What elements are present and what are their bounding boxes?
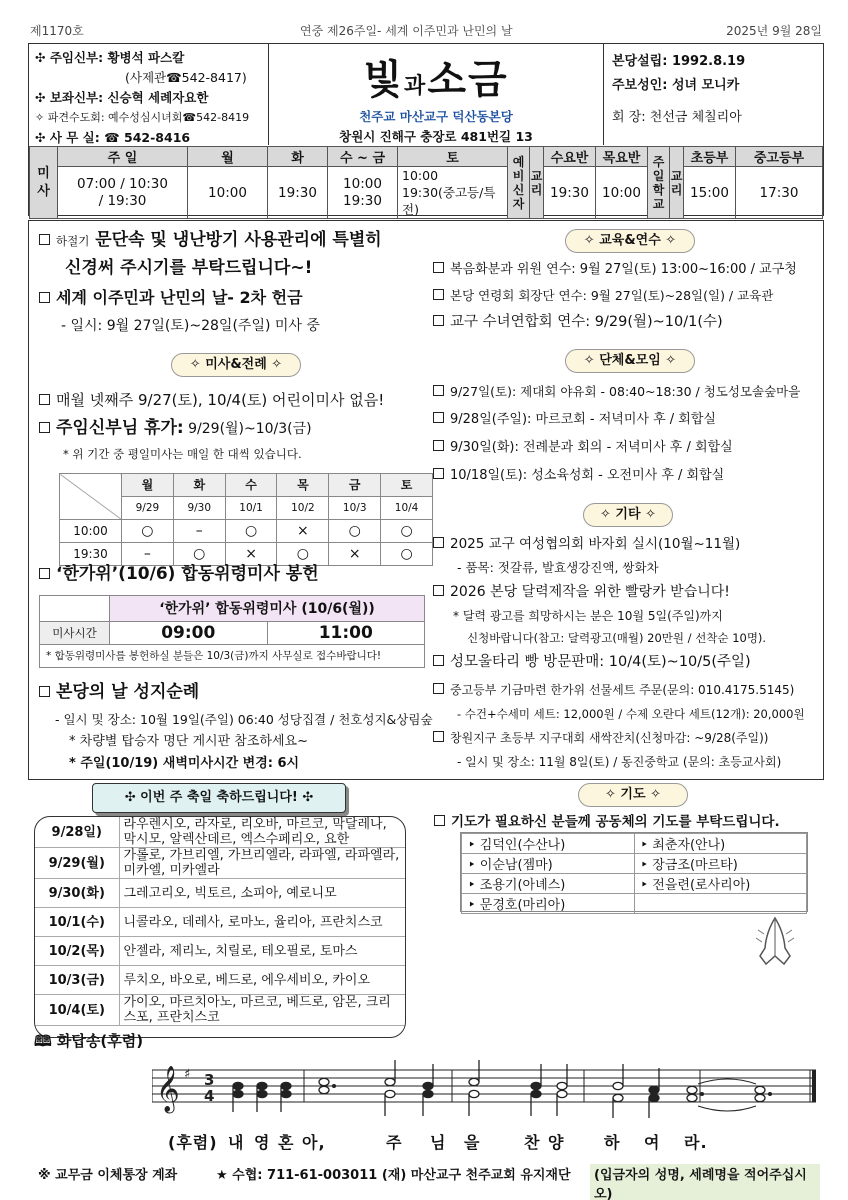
vacation-note: * 위 기간 중 평일미사는 매일 한 대씩 있습니다. — [63, 447, 302, 461]
school-time: 15:00 — [684, 167, 736, 219]
weekday-schedule — [59, 473, 433, 566]
footer-label: ※ 교무금 이체통장 계좌 — [38, 1168, 178, 1183]
feast-names: 그레고리오, 빅토르, 소피아, 예로니모 — [119, 879, 405, 908]
checkbox-icon — [433, 731, 444, 742]
schedule-row — [60, 520, 433, 543]
checkbox-icon — [39, 686, 50, 697]
group-3: 9/30일(화): 전례분과 회의 - 저녁미사 후 / 회합실 — [433, 437, 733, 459]
prayer-name: ‣ 이순남(젬마) — [462, 854, 635, 874]
lyric: 하 — [604, 1133, 621, 1152]
checkbox-icon — [433, 315, 444, 326]
schedule-date: 9/29 — [122, 497, 174, 520]
time-signature-bottom: 4 — [204, 1087, 215, 1105]
schedule-date: 9/30 — [173, 497, 225, 520]
liturgical-day: 연중 제26주일- 세계 이주민과 난민의 날 — [300, 24, 513, 38]
misc-2: 2026 본당 달력제작을 위한 빨랑카 받습니다! — [433, 581, 730, 603]
prayer-row — [462, 874, 807, 894]
chuseok-corner — [40, 596, 110, 622]
checkbox-icon — [433, 468, 444, 479]
misc-4: 중고등부 기금마련 한가위 선물세트 주문(문의: 010.4175.5145) — [433, 679, 794, 701]
clergy-info — [29, 44, 269, 145]
feast-table — [34, 816, 406, 1038]
founded-date: 본당설립: 1992.8.19 — [612, 54, 746, 69]
prayer-name: ‣ 김덕인(수산나) — [462, 834, 635, 854]
notice-doors-2: 신경써 주시기를 부탁드립니다~! — [65, 258, 313, 278]
misc-5: 창원지구 초등부 지구대회 새싹잔치(신청마감: ~9/28(주일)) — [433, 727, 768, 749]
school-day: 중고등부 — [736, 147, 823, 167]
feast-title: ✣ 이번 주 축일 축하드립니다! ✣ — [92, 783, 346, 813]
mass-label: 미 사 — [30, 147, 58, 219]
checkbox-icon — [433, 585, 444, 596]
feast-day: 10/4(토) — [35, 995, 119, 1026]
section-pill-groups: ✧ 단체&모임 ✧ — [565, 349, 695, 373]
notice-collection-detail: - 일시: 9월 27일(토)~28일(주일) 미사 중 — [61, 318, 320, 334]
bulletin-logo: 빛과소금 — [363, 56, 509, 103]
mass-time: 10:00 19:30(중고등/특전) — [398, 167, 508, 219]
schedule-date: 10/2 — [277, 497, 329, 520]
notice-collection: 세계 이주민과 난민의 날- 2차 헌금 — [39, 287, 303, 309]
checkbox-icon — [433, 440, 444, 451]
schedule-time: 10:00 — [60, 520, 122, 543]
lyric: 내 — [228, 1133, 245, 1152]
feast-names: 루치오, 바오로, 베드로, 에우세비오, 카이오 — [119, 966, 405, 995]
lyric: 아, — [302, 1133, 326, 1152]
lyric: 양 — [548, 1133, 565, 1152]
prayer-name: ‣ 장금조(마르타) — [634, 854, 807, 874]
top-line — [30, 22, 822, 42]
group-1: 9/27일(토): 제대회 야유회 - 08:40~18:30 / 청도성모솔숲마을 — [433, 381, 800, 403]
left-column — [39, 229, 439, 779]
schedule-time: 19:30 — [60, 543, 122, 566]
edu-time: 19:30 — [544, 167, 596, 219]
misc-1: 2025 교구 여성협의회 바자회 실시(10월~11월) — [433, 533, 740, 555]
feast-names: 가롤로, 가브리엘, 가브리엘라, 라파엘, 라파엘라, 미카엘, 미카엘라 — [119, 848, 405, 879]
assistant-priest: ✣ 보좌신부: 신승혁 세례자요한 — [35, 90, 209, 105]
feast-row — [35, 966, 405, 995]
lyric: 라. — [684, 1133, 708, 1152]
misc-1-detail: - 품목: 젓갈류, 발효생강진액, 쌍화차 — [457, 560, 659, 575]
catechumen-label-b: 교리 — [530, 147, 544, 219]
checkbox-icon — [39, 568, 50, 579]
mass-day: 화 — [268, 147, 328, 167]
bulletin-date: 2025년 9월 28일 — [726, 24, 822, 38]
group-2: 9/28일(주일): 마르코회 - 저녁미사 후 / 회합실 — [433, 409, 716, 431]
notices-panel — [28, 220, 824, 780]
schedule-day: 토 — [381, 474, 433, 497]
notice-pilgrimage: 본당의 날 성지순례 — [39, 681, 199, 704]
time-signature-top: 3 — [204, 1071, 215, 1089]
schedule-date: 10/3 — [329, 497, 381, 520]
prayer-name: ‣ 전을련(로사리아) — [634, 874, 807, 894]
misc-5-detail: - 일시 및 장소: 11월 8일(토) / 동진중학교 (문의: 초등교사회) — [457, 755, 782, 769]
mass-day: 토 — [398, 147, 508, 167]
feast-names: 안젤라, 제리노, 치릴로, 테오필로, 토마스 — [119, 937, 405, 966]
checkbox-icon — [434, 815, 445, 826]
prayer-row — [462, 834, 807, 854]
feast-names: 라우렌시오, 라자로, 리오바, 마르코, 막달레나, 막시모, 알렉산데르, 엑스수페리오, 요한 — [119, 817, 405, 848]
group-4: 10/18일(토): 성소육성회 - 오전미사 후 / 회합실 — [433, 465, 724, 487]
notice-kids-mass: 매월 넷째주 9/27(토), 10/4(토) 어린이미사 없음! — [39, 389, 384, 411]
checkbox-icon — [433, 655, 444, 666]
prayer-name — [634, 894, 807, 914]
footer-note: (입금자의 성명, 세례명을 적어주십시오) — [590, 1164, 820, 1200]
parish-info — [603, 44, 823, 145]
prayer-row — [462, 894, 807, 914]
schedule-mark: ○ — [381, 520, 433, 543]
prayer-name: ‣ 최춘자(안나) — [634, 834, 807, 854]
section-pill-mass: ✧ 미사&전례 ✧ — [171, 353, 301, 377]
sunday-school-label: 주일학교 — [648, 147, 670, 219]
footer-account: ★ 수협: 711-61-003011 (재) 마산교구 천주교회 유지재단 — [216, 1168, 571, 1183]
mass-time: 10:00 — [188, 167, 268, 219]
prayer-row — [462, 854, 807, 874]
checkbox-icon — [39, 292, 50, 303]
feast-row — [35, 848, 405, 879]
schedule-date: 10/1 — [225, 497, 277, 520]
schedule-day: 수 — [225, 474, 277, 497]
feast-day: 9/30(화) — [35, 879, 119, 908]
chuseok-header: ‘한가위’ 합동위령미사 (10/6(월)) — [110, 596, 425, 622]
edu-time: 10:00 — [596, 167, 648, 219]
edu-day: 목요반 — [596, 147, 648, 167]
schedule-mark: – — [122, 543, 174, 566]
checkbox-icon — [433, 385, 444, 396]
religious-order: ✧ 파견수도회: 예수성심시녀회☎542-8419 — [35, 111, 250, 124]
checkbox-icon — [433, 289, 444, 300]
feast-day: 10/1(수) — [35, 908, 119, 937]
schedule-mark: ○ — [122, 520, 174, 543]
chuseok-time-2: 11:00 — [267, 622, 425, 645]
chuseok-table — [39, 595, 425, 668]
misc-4-detail: - 수건+수세미 세트: 12,000원 / 수제 오란다 세트(12개): 20,000원 — [457, 707, 805, 721]
pastor-phone: (사제관☎542-8417) — [125, 70, 247, 85]
checkbox-icon — [39, 394, 50, 405]
checkbox-icon — [433, 262, 444, 273]
school-time: 17:30 — [736, 167, 823, 219]
schedule-mark: ○ — [173, 543, 225, 566]
feast-row — [35, 937, 405, 966]
lyric: 혼 — [278, 1133, 295, 1152]
prayer-name: ‣ 문경호(마리아) — [462, 894, 635, 914]
treble-clef-icon: 𝄞 — [156, 1066, 180, 1112]
right-column — [433, 229, 819, 779]
chuseok-time-1: 09:00 — [110, 622, 268, 645]
pastor: ✣ 주임신부: 황병석 파스칼 — [35, 50, 185, 65]
feast-day: 10/3(금) — [35, 966, 119, 995]
checkbox-icon — [433, 537, 444, 548]
schedule-mark: ○ — [381, 543, 433, 566]
section-pill-education: ✧ 교육&연수 ✧ — [565, 229, 695, 253]
schedule-corner — [60, 474, 122, 520]
footer-bank — [30, 1160, 820, 1200]
mass-time: 19:30 — [268, 167, 328, 219]
feast-row — [35, 995, 405, 1026]
pilgrimage-mass-change: * 주일(10/19) 새벽미사시간 변경: 6시 — [69, 756, 300, 771]
mass-day: 주 일 — [58, 147, 188, 167]
svg-text:♯: ♯ — [184, 1067, 191, 1082]
patron-saint: 주보성인: 성녀 모니카 — [612, 78, 740, 93]
schedule-day: 화 — [173, 474, 225, 497]
schedule-mark: ○ — [277, 543, 329, 566]
chuseok-label: 미사시간 — [40, 622, 110, 645]
pilgrimage-detail: - 일시 및 장소: 10월 19일(주일) 06:40 성당집결 / 천호성지&상림숲 — [55, 712, 433, 727]
lyric: 영 — [254, 1133, 271, 1152]
school-day: 초등부 — [684, 147, 736, 167]
misc-2-detail-2: 신청바랍니다(참고: 달력광고(매월) 20만원 / 선착순 10명). — [467, 631, 767, 645]
mass-day: 수 ~ 금 — [328, 147, 398, 167]
issue-number: 제1170호 — [30, 24, 84, 38]
feast-day: 9/28일) — [35, 817, 119, 848]
lyric: 을 — [464, 1133, 481, 1152]
schedule-date: 10/4 — [381, 497, 433, 520]
feast-row — [35, 817, 405, 848]
checkbox-icon — [39, 422, 50, 433]
mass-time: 10:00 19:30 — [328, 167, 398, 219]
schedule-mark: × — [225, 543, 277, 566]
lyric: (후렴) — [168, 1133, 218, 1152]
title-block — [269, 44, 603, 145]
prayer-name: ‣ 조용기(아녜스) — [462, 874, 635, 894]
notice-edu-1: 복음화분과 위원 연수: 9월 27일(토) 13:00~16:00 / 교구청 — [433, 259, 797, 281]
edu-day: 수요반 — [544, 147, 596, 167]
mass-time: 07:00 / 10:30 / 19:30 — [58, 167, 188, 219]
chuseok-note: * 합동위령미사를 봉헌하실 분들은 10/3(금)까지 사무실로 접수바랍니다! — [40, 645, 425, 668]
notice-doors: 하절기 문단속 및 냉난방기 사용관리에 특별히 — [39, 229, 382, 252]
misc-3: 성모울타리 빵 방문판매: 10/4(토)~10/5(주일) — [433, 651, 751, 673]
checkbox-icon — [39, 234, 50, 245]
mass-schedule — [28, 146, 824, 216]
notice-chuseok: ‘한가위’(10/6) 합동위령미사 봉헌 — [39, 563, 319, 586]
schedule-mark: × — [329, 543, 381, 566]
checkbox-icon — [433, 683, 444, 694]
lyric: 찬 — [524, 1133, 541, 1152]
notice-edu-2: 본당 연령회 회장단 연수: 9월 27일(토)~28일(일) / 교육관 — [433, 285, 773, 307]
checkbox-icon — [433, 412, 444, 423]
feast-row — [35, 908, 405, 937]
hymn-title: 🕮 화답송(후렴) — [34, 1032, 144, 1050]
section-pill-misc: ✧ 기타 ✧ — [583, 503, 673, 527]
praying-hands-icon — [752, 912, 798, 970]
sunday-school-label-b: 교리 — [670, 147, 684, 219]
schedule-day: 월 — [122, 474, 174, 497]
notice-edu-3: 교구 수녀연합회 연수: 9/29(월)~10/1(수) — [433, 311, 723, 333]
schedule-mark: ○ — [225, 520, 277, 543]
masthead — [28, 43, 824, 147]
feast-row — [35, 879, 405, 908]
schedule-day: 금 — [329, 474, 381, 497]
lyric: 주 — [386, 1133, 403, 1152]
pilgrimage-bus: * 차량별 탑승자 명단 게시판 참조하세요~ — [69, 734, 308, 749]
misc-2-detail: * 달력 광고를 희망하시는 분은 10월 5일(주일)까지 — [453, 609, 723, 623]
council-chair: 회 장: 천선금 체칠리아 — [612, 110, 742, 125]
schedule-mark: × — [277, 520, 329, 543]
schedule-day: 목 — [277, 474, 329, 497]
section-pill-prayer: ✧ 기도 ✧ — [578, 783, 688, 807]
feast-day: 10/2(목) — [35, 937, 119, 966]
lyric: 님 — [430, 1133, 447, 1152]
feast-day: 9/29(월) — [35, 848, 119, 879]
feast-names: 가이오, 마르치아노, 마르코, 베드로, 암몬, 크리스포, 프란치스코 — [119, 995, 405, 1026]
mass-day: 월 — [188, 147, 268, 167]
schedule-mark: ○ — [329, 520, 381, 543]
parish-name: 천주교 마산교구 덕산동본당 — [359, 109, 513, 124]
prayer-list — [460, 832, 808, 912]
lyric: 여 — [644, 1133, 661, 1152]
catechumen-label: 예비신자 — [508, 147, 530, 219]
feast-names: 니콜라오, 데레사, 로마노, 율리아, 프란치스코 — [119, 908, 405, 937]
office-phone: ✣ 사 무 실: ☎ 542-8416 — [35, 130, 191, 145]
schedule-mark: – — [173, 520, 225, 543]
prayer-intro: 기도가 필요하신 분들께 공동체의 기도를 부탁드립니다. — [434, 810, 780, 830]
parish-address: 창원시 진해구 충장로 481번길 13 — [339, 129, 533, 144]
notice-vacation: 주임신부님 휴가: 9/29(월)~10/3(금) — [39, 417, 312, 440]
music-staff — [152, 1056, 822, 1126]
